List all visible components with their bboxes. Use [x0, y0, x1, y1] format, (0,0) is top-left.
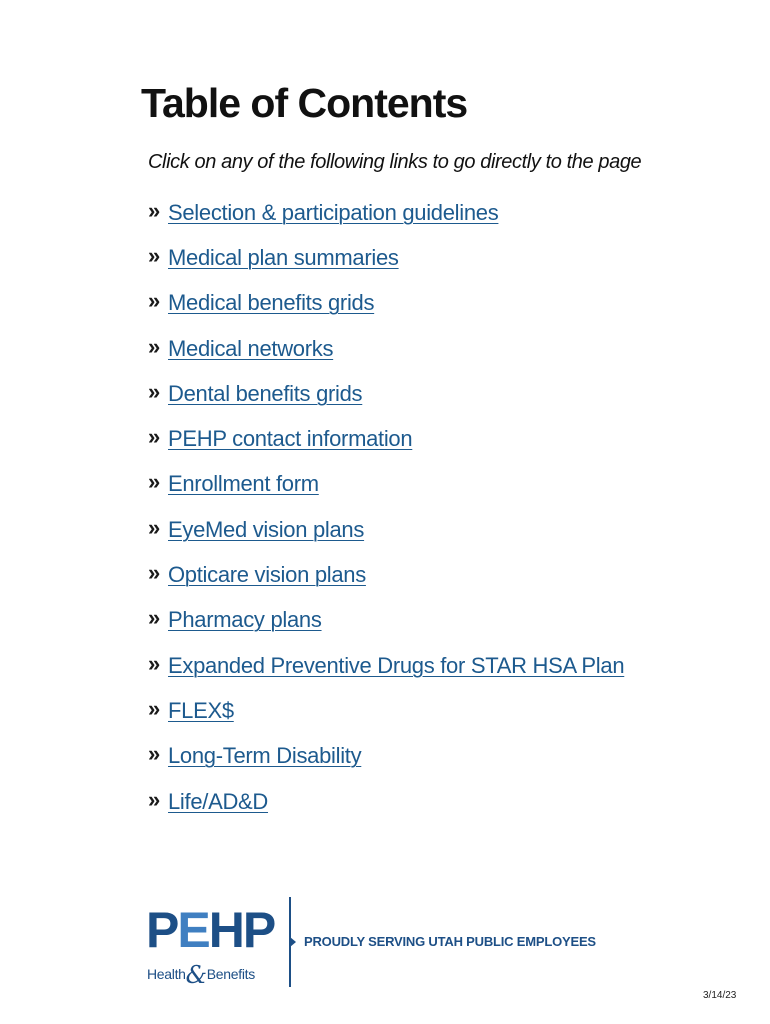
chevron-right-icon: » [148, 605, 161, 631]
chevron-right-icon: » [148, 741, 161, 767]
toc-link-medical-networks[interactable]: Medical networks [168, 335, 334, 361]
pehp-logo [146, 902, 276, 989]
toc-item [148, 281, 624, 326]
toc-item [148, 371, 624, 416]
toc-item [148, 598, 624, 643]
logo-letter-p: P [146, 902, 178, 958]
toc-item [148, 507, 624, 552]
logo-sub-right: Benefits [206, 966, 255, 982]
toc-link-enrollment-form[interactable]: Enrollment form [168, 471, 319, 497]
toc-item [148, 235, 624, 280]
page-title: Table of Contents [141, 80, 468, 126]
triangle-right-icon [290, 937, 296, 947]
toc-item [148, 643, 624, 688]
page-subtitle: Click on any of the following links to go directly to the page [148, 151, 642, 173]
chevron-right-icon: » [148, 197, 161, 223]
logo-ampersand: & [185, 961, 207, 989]
toc-link-opticare-vision-plans[interactable]: Opticare vision plans [168, 562, 366, 588]
toc-link-pehp-contact-information[interactable]: PEHP contact information [168, 426, 413, 452]
toc-link-selection-participation[interactable]: Selection & participation guidelines [168, 199, 499, 225]
toc-link-medical-plan-summaries[interactable]: Medical plan summaries [168, 244, 399, 270]
toc-list [148, 190, 624, 824]
chevron-right-icon: » [148, 650, 161, 676]
chevron-right-icon: » [148, 560, 161, 586]
toc-link-dental-benefits-grids[interactable]: Dental benefits grids [168, 380, 363, 406]
logo-letter-e: E [177, 902, 209, 958]
logo-subtitle [147, 957, 255, 989]
logo-sub-left: Health [147, 966, 186, 982]
logo-letters-hp: HP [208, 902, 275, 958]
logo-wordmark [146, 902, 275, 958]
toc-item [148, 462, 624, 507]
toc-item [148, 552, 624, 597]
toc-link-eyemed-vision-plans[interactable]: EyeMed vision plans [168, 516, 365, 542]
chevron-right-icon: » [148, 469, 161, 495]
toc-item [148, 734, 624, 779]
chevron-right-icon: » [148, 695, 161, 721]
toc-item [148, 190, 624, 235]
chevron-right-icon: » [148, 424, 161, 450]
chevron-right-icon: » [148, 514, 161, 540]
toc-link-flex[interactable]: FLEX$ [168, 697, 234, 723]
toc-link-medical-benefits-grids[interactable]: Medical benefits grids [168, 290, 375, 316]
toc-link-life-add[interactable]: Life/AD&D [168, 788, 269, 814]
footer-tagline: PROUDLY SERVING UTAH PUBLIC EMPLOYEES [304, 934, 596, 949]
toc-item [148, 416, 624, 461]
chevron-right-icon: » [148, 242, 161, 268]
toc-item [148, 688, 624, 733]
toc-item [148, 326, 624, 371]
chevron-right-icon: » [148, 378, 161, 404]
toc-link-pharmacy-plans[interactable]: Pharmacy plans [168, 607, 322, 633]
chevron-right-icon: » [148, 333, 161, 359]
chevron-right-icon: » [148, 786, 161, 812]
chevron-right-icon: » [148, 288, 161, 314]
toc-link-expanded-preventive-drugs[interactable]: Expanded Preventive Drugs for STAR HSA Plan [168, 652, 625, 678]
footer-date: 3/14/23 [703, 990, 737, 1001]
toc-item [148, 779, 624, 824]
toc-link-long-term-disability[interactable]: Long-Term Disability [168, 743, 362, 769]
